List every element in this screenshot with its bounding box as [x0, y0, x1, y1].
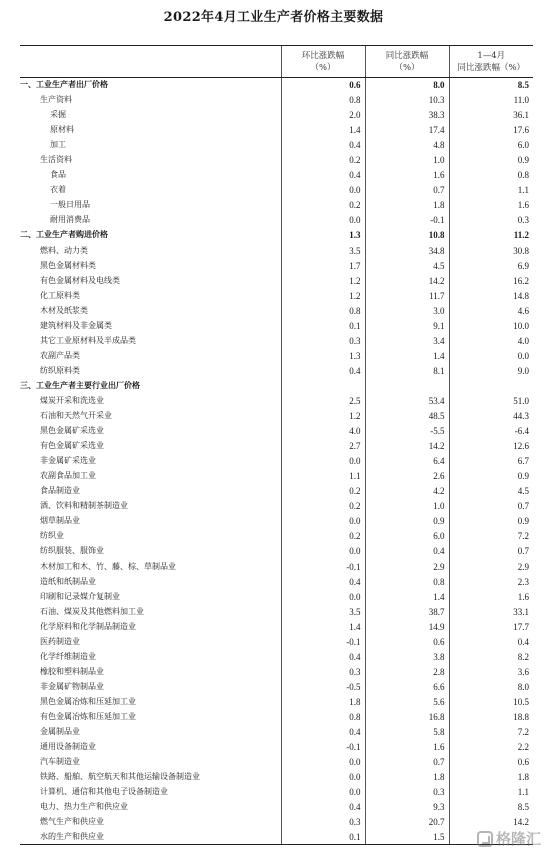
row-label: 农副食品加工业 [40, 471, 96, 481]
table-row [20, 198, 533, 213]
cell-yoy: 1.0 [365, 153, 449, 168]
cell-mom: 2.7 [281, 439, 365, 454]
cell-yoy: 0.7 [365, 183, 449, 198]
cell-mom: 0.2 [281, 529, 365, 544]
cell-yoy: 1.4 [365, 348, 449, 363]
cell-yoy: 38.3 [365, 108, 449, 123]
row-label: 耐用消费品 [50, 215, 90, 225]
row-label: 纺织原料类 [40, 365, 80, 375]
cell-mom: 3.5 [281, 604, 365, 619]
table-row [20, 183, 533, 198]
cell-mom: 0.0 [281, 785, 365, 800]
cell-mom: 2.5 [281, 393, 365, 408]
page-title: 2022年4月工业生产者价格主要数据 [163, 10, 384, 25]
row-label: 有色金属材料及电线类 [40, 275, 120, 285]
table-row [20, 499, 533, 514]
row-label: 非金属矿采选业 [40, 456, 96, 466]
row-label: 通用设备制造业 [40, 742, 96, 752]
cell-mom: 0.4 [281, 363, 365, 378]
cell-cum: 30.8 [449, 243, 533, 258]
row-label: 煤炭开采和洗选业 [40, 396, 104, 405]
cell-yoy: 16.8 [365, 709, 449, 724]
table-row [20, 755, 533, 770]
cell-cum: 11.0 [449, 93, 533, 108]
cell-mom: 0.2 [281, 484, 365, 499]
cell-cum: 0.7 [449, 499, 533, 514]
table-row [20, 529, 533, 544]
cell-mom: -0.1 [281, 559, 365, 574]
cell-cum: 1.8 [449, 770, 533, 785]
cell-yoy: 14.9 [365, 619, 449, 634]
table-header [20, 46, 533, 78]
table-row [20, 770, 533, 785]
row-label: 其它工业原材料及半成品类 [40, 335, 136, 345]
cell-cum: 44.3 [449, 409, 533, 424]
cell-cum: 0.4 [449, 634, 533, 649]
cell-mom: 0.4 [281, 725, 365, 740]
row-label: 建筑材料及非金属类 [40, 320, 112, 330]
table-row [20, 664, 533, 679]
cell-yoy: 6.4 [365, 454, 449, 469]
row-label: 燃料、动力类 [40, 245, 88, 255]
cell-mom: 0.4 [281, 168, 365, 183]
cell-cum: 0.9 [449, 153, 533, 168]
cell-mom: 0.0 [281, 544, 365, 559]
row-label: 石油和天然气开采业 [40, 411, 112, 421]
cell-yoy: -5.5 [365, 424, 449, 439]
cell-yoy: 1.4 [365, 589, 449, 604]
cell-yoy: 6.0 [365, 529, 449, 544]
cell-yoy: 4.2 [365, 484, 449, 499]
cell-yoy: 10.8 [365, 228, 449, 243]
cell-cum: 7.2 [449, 725, 533, 740]
header-cum-line1: 1—4月 [477, 50, 506, 61]
cell-cum: 0.9 [449, 469, 533, 484]
cell-yoy: 9.3 [365, 800, 449, 815]
row-label: 一般日用品 [50, 200, 90, 210]
table-row [20, 559, 533, 574]
cell-cum: 4.5 [449, 484, 533, 499]
watermark-text: 格隆汇 [495, 830, 541, 848]
cell-mom: 4.0 [281, 424, 365, 439]
cell-cum: 33.1 [449, 604, 533, 619]
table-row [20, 454, 533, 469]
cell-mom: 0.3 [281, 815, 365, 830]
cell-cum: 1.6 [449, 589, 533, 604]
table-row [20, 123, 533, 138]
cell-cum: 1.1 [449, 183, 533, 198]
row-label: 黑色金属矿采选业 [40, 426, 104, 436]
cell-mom: 1.7 [281, 258, 365, 273]
cell-cum: 6.9 [449, 258, 533, 273]
cell-mom: 0.0 [281, 755, 365, 770]
cell-mom: 0.2 [281, 153, 365, 168]
row-label: 二、工业生产者购进价格 [20, 230, 108, 240]
row-label: 有色金属冶炼和压延加工业 [40, 711, 136, 721]
cell-cum: 6.7 [449, 454, 533, 469]
cell-yoy: 8.0 [365, 78, 449, 93]
gelonghui-logo-icon [477, 831, 493, 847]
cell-mom: 1.8 [281, 694, 365, 709]
cell-mom: 0.8 [281, 93, 365, 108]
cell-yoy: 0.8 [365, 574, 449, 589]
row-label: 食品制造业 [40, 486, 80, 496]
cell-cum: 8.2 [449, 649, 533, 664]
row-label: 橡胶和塑料制品业 [40, 666, 104, 676]
cell-mom: 0.4 [281, 649, 365, 664]
cell-cum: 0.0 [449, 348, 533, 363]
table-row [20, 740, 533, 755]
table-row [20, 258, 533, 273]
cell-mom: 0.4 [281, 800, 365, 815]
row-label: 铁路、船舶、航空航天和其他运输设备制造业 [40, 772, 200, 782]
cell-yoy: 0.7 [365, 755, 449, 770]
cell-yoy: 6.6 [365, 679, 449, 694]
cell-mom: 0.0 [281, 589, 365, 604]
cell-yoy: 11.7 [365, 288, 449, 303]
cell-mom: 1.3 [281, 228, 365, 243]
cell-yoy: 8.1 [365, 363, 449, 378]
cell-cum: 3.6 [449, 664, 533, 679]
cell-mom: 1.2 [281, 288, 365, 303]
table-row [20, 619, 533, 634]
cell-yoy: 34.8 [365, 243, 449, 258]
table-row [20, 484, 533, 499]
cell-mom: 0.0 [281, 514, 365, 529]
table-row [20, 409, 533, 424]
table-row [20, 694, 533, 709]
cell-cum: 18.8 [449, 709, 533, 724]
row-label: 食品 [50, 170, 66, 180]
cell-mom [281, 378, 365, 393]
cell-cum: 17.7 [449, 619, 533, 634]
table-row [20, 725, 533, 740]
row-label: 木材及纸浆类 [40, 305, 88, 315]
cell-yoy: 14.2 [365, 439, 449, 454]
table-row [20, 679, 533, 694]
cell-mom: -0.1 [281, 634, 365, 649]
table-row [20, 378, 533, 393]
cell-cum [449, 378, 533, 393]
row-label: 黑色金属材料类 [40, 260, 96, 270]
table-row [20, 348, 533, 363]
table-row [20, 604, 533, 619]
cell-yoy: 2.9 [365, 559, 449, 574]
row-label: 原材料 [50, 125, 74, 135]
cell-cum: 36.1 [449, 108, 533, 123]
table-row [20, 93, 533, 108]
row-label: 纺织服装、服饰业 [40, 546, 104, 556]
cell-yoy: 38.7 [365, 604, 449, 619]
cell-mom: 0.3 [281, 664, 365, 679]
cell-yoy: 5.8 [365, 725, 449, 740]
cell-yoy: 0.4 [365, 544, 449, 559]
cell-yoy: 1.6 [365, 740, 449, 755]
table-row [20, 243, 533, 258]
cell-mom: 0.0 [281, 770, 365, 785]
row-label: 衣着 [50, 185, 66, 195]
cell-cum: 51.0 [449, 393, 533, 408]
row-label: 电力、热力生产和供应业 [40, 802, 128, 812]
cell-yoy: 0.3 [365, 785, 449, 800]
header-label-column [20, 46, 281, 78]
cell-yoy: 1.6 [365, 168, 449, 183]
table-row [20, 439, 533, 454]
cell-cum: 14.8 [449, 288, 533, 303]
row-label: 印刷和记录媒介复制业 [40, 591, 120, 601]
row-label: 农副产品类 [40, 350, 80, 360]
table-row [20, 78, 533, 93]
cell-mom: 0.1 [281, 830, 365, 845]
table-row [20, 168, 533, 183]
cell-cum: 8.5 [449, 78, 533, 93]
header-cum [449, 46, 533, 78]
table-body [20, 78, 533, 845]
cell-mom: 0.0 [281, 213, 365, 228]
header-mom-line1: 环比涨跌幅 [301, 50, 345, 61]
row-label: 汽车制造业 [40, 757, 80, 767]
cell-cum: 6.0 [449, 138, 533, 153]
table-row [20, 514, 533, 529]
table-row [20, 815, 533, 830]
table-row [20, 318, 533, 333]
table-row [20, 273, 533, 288]
cell-yoy: 4.5 [365, 258, 449, 273]
cell-mom: 0.1 [281, 318, 365, 333]
table-row [20, 303, 533, 318]
table-row [20, 544, 533, 559]
cell-yoy: 3.8 [365, 649, 449, 664]
row-label: 化工原料类 [40, 290, 80, 300]
price-data-table [20, 45, 533, 845]
header-mom-line2: （%） [310, 62, 336, 73]
row-label: 纺织业 [40, 531, 64, 541]
cell-yoy: 1.0 [365, 499, 449, 514]
cell-mom: 0.4 [281, 574, 365, 589]
row-label: 非金属矿物制品业 [40, 681, 104, 691]
cell-mom: 0.3 [281, 333, 365, 348]
table-row [20, 709, 533, 724]
table-row [20, 393, 533, 408]
cell-yoy: 1.8 [365, 198, 449, 213]
table-row [20, 800, 533, 815]
cell-mom: 0.0 [281, 183, 365, 198]
table-row [20, 469, 533, 484]
table-row [20, 634, 533, 649]
table-row [20, 574, 533, 589]
cell-cum: 0.8 [449, 168, 533, 183]
table-row [20, 649, 533, 664]
header-mom [281, 46, 365, 78]
cell-cum: 0.9 [449, 514, 533, 529]
table-row [20, 830, 533, 845]
row-label: 烟草制品业 [40, 516, 80, 526]
row-label: 三、工业生产者主要行业出厂价格 [20, 380, 140, 390]
table-row [20, 589, 533, 604]
cell-cum: 10.5 [449, 694, 533, 709]
row-label: 计算机、通信和其他电子设备制造业 [40, 787, 168, 797]
cell-yoy: 0.6 [365, 634, 449, 649]
cell-yoy: 2.6 [365, 469, 449, 484]
row-label: 加工 [50, 140, 66, 150]
table-row [20, 153, 533, 168]
table-row [20, 138, 533, 153]
cell-mom: 0.8 [281, 709, 365, 724]
table-row [20, 228, 533, 243]
cell-yoy: 20.7 [365, 815, 449, 830]
header-yoy-line2: （%） [394, 62, 420, 73]
row-label: 生活资料 [40, 155, 72, 165]
row-label: 木材加工和木、竹、藤、棕、草制品业 [40, 561, 176, 571]
row-label: 生产资料 [40, 95, 72, 105]
row-label: 医药制造业 [40, 636, 80, 646]
row-label: 化学原料和化学制品制造业 [40, 621, 136, 631]
cell-cum: 1.1 [449, 785, 533, 800]
cell-mom: 1.2 [281, 273, 365, 288]
cell-cum: 17.6 [449, 123, 533, 138]
row-label: 采掘 [50, 110, 66, 120]
price-data-table-wrap [20, 45, 533, 845]
row-label: 水的生产和供应业 [20, 830, 281, 845]
cell-cum: 8.5 [449, 800, 533, 815]
header-yoy [365, 46, 449, 78]
cell-mom: 1.3 [281, 348, 365, 363]
cell-mom: 1.4 [281, 123, 365, 138]
row-label: 有色金属矿采选业 [40, 441, 104, 451]
cell-mom: 3.5 [281, 243, 365, 258]
cell-yoy: 1.5 [365, 830, 449, 845]
cell-mom: 0.0 [281, 454, 365, 469]
cell-cum: 16.2 [449, 273, 533, 288]
cell-cum: 1.6 [449, 198, 533, 213]
cell-cum: 4.0 [449, 333, 533, 348]
cell-yoy: -0.1 [365, 213, 449, 228]
table-row [20, 108, 533, 123]
row-label: 一、工业生产者出厂价格 [20, 80, 108, 90]
table-row [20, 363, 533, 378]
row-label: 石油、煤炭及其他燃料加工业 [40, 606, 144, 616]
cell-yoy: 17.4 [365, 123, 449, 138]
cell-yoy: 3.4 [365, 333, 449, 348]
table-row [20, 288, 533, 303]
cell-cum: 0.7 [449, 544, 533, 559]
cell-cum: 2.3 [449, 574, 533, 589]
header-cum-line2: 同比涨跌幅（%） [457, 62, 526, 73]
row-label: 酒、饮料和精制茶制造业 [40, 501, 128, 511]
row-label: 金属制品业 [40, 727, 80, 737]
table-row [20, 213, 533, 228]
cell-yoy: 53.4 [365, 393, 449, 408]
row-label: 燃气生产和供应业 [40, 817, 104, 827]
table-row [20, 785, 533, 800]
cell-yoy: 3.0 [365, 303, 449, 318]
cell-cum: 11.2 [449, 228, 533, 243]
cell-cum: 0.3 [449, 213, 533, 228]
cell-yoy: 0.9 [365, 514, 449, 529]
cell-yoy: 5.6 [365, 694, 449, 709]
cell-cum: 10.0 [449, 318, 533, 333]
cell-cum: 4.6 [449, 303, 533, 318]
cell-cum: 12.6 [449, 439, 533, 454]
cell-cum: 0.6 [449, 755, 533, 770]
cell-cum: 2.9 [449, 559, 533, 574]
cell-mom: 1.4 [281, 619, 365, 634]
cell-yoy: 10.3 [365, 93, 449, 108]
cell-yoy: 1.8 [365, 770, 449, 785]
row-label: 黑色金属冶炼和压延加工业 [40, 696, 136, 706]
cell-mom: 0.2 [281, 198, 365, 213]
cell-mom: -0.5 [281, 679, 365, 694]
cell-mom: 2.0 [281, 108, 365, 123]
watermark [477, 828, 541, 849]
row-label: 化学纤维制造业 [40, 651, 96, 661]
cell-cum: 8.0 [449, 679, 533, 694]
cell-cum: 2.2 [449, 740, 533, 755]
cell-yoy: 48.5 [365, 409, 449, 424]
cell-mom: 1.1 [281, 469, 365, 484]
row-label: 造纸和纸制品业 [40, 576, 96, 586]
cell-yoy: 14.2 [365, 273, 449, 288]
cell-cum: 7.2 [449, 529, 533, 544]
table-row [20, 424, 533, 439]
cell-yoy: 4.8 [365, 138, 449, 153]
cell-cum: -6.4 [449, 424, 533, 439]
cell-mom: -0.1 [281, 740, 365, 755]
cell-mom: 0.2 [281, 499, 365, 514]
table-row [20, 333, 533, 348]
cell-yoy: 2.8 [365, 664, 449, 679]
cell-mom: 0.6 [281, 78, 365, 93]
header-yoy-line1: 同比涨跌幅 [385, 50, 429, 61]
cell-yoy [365, 378, 449, 393]
cell-mom: 1.2 [281, 409, 365, 424]
cell-cum: 14.2 [449, 815, 533, 830]
cell-yoy: 9.1 [365, 318, 449, 333]
cell-cum: 9.0 [449, 363, 533, 378]
cell-mom: 0.8 [281, 303, 365, 318]
cell-mom: 0.4 [281, 138, 365, 153]
